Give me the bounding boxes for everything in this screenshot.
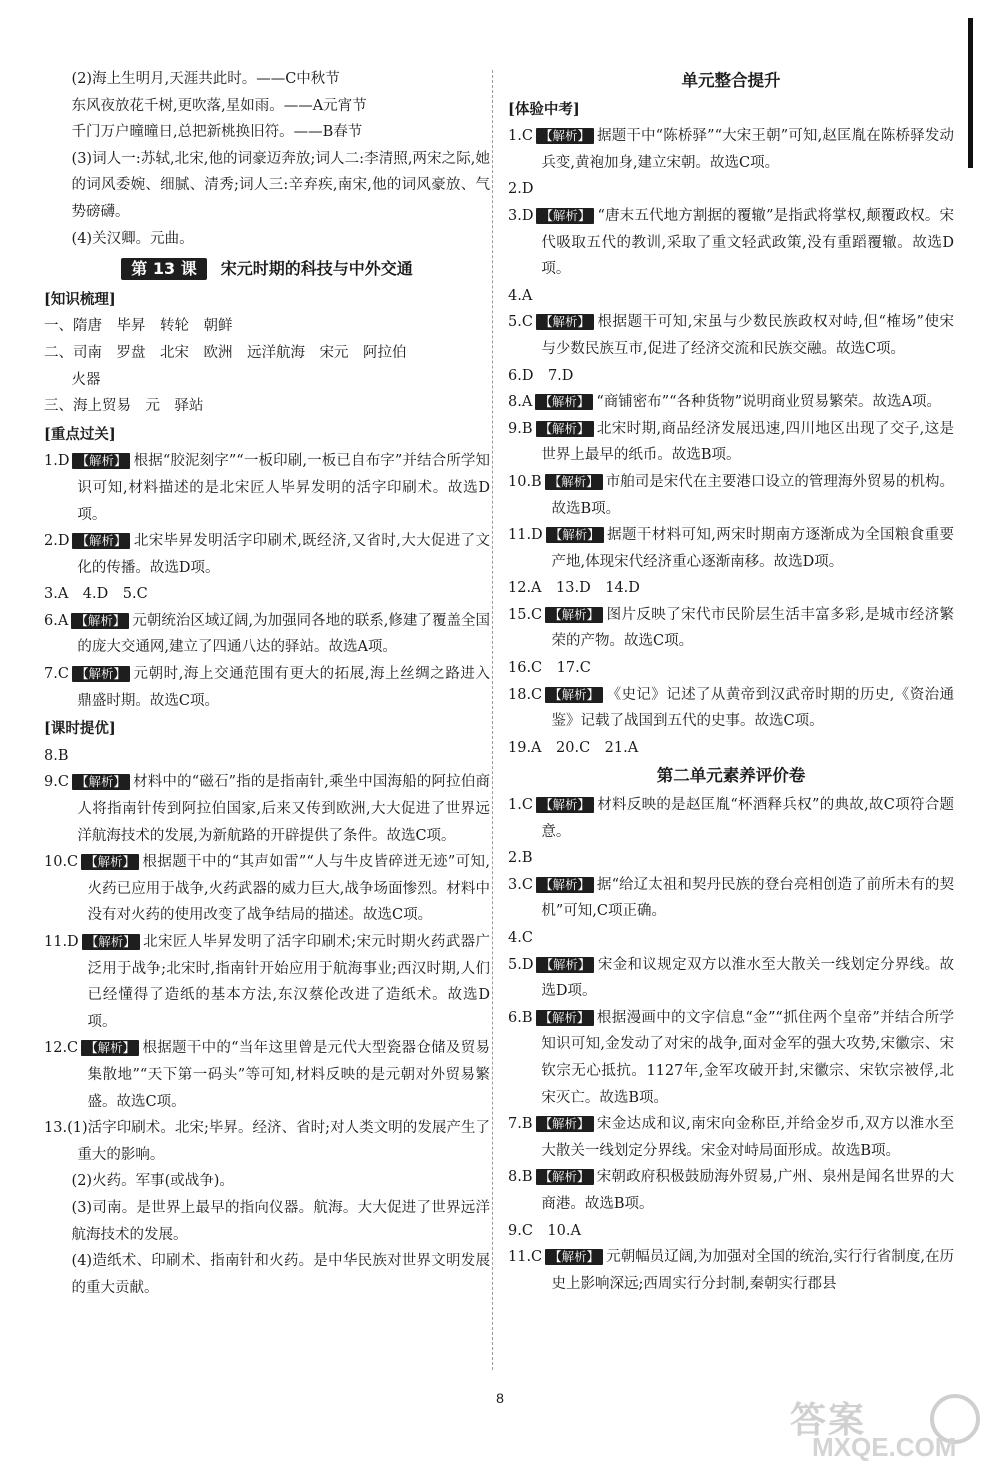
poem-answer-line: 千门万户曈曈日,总把新桃换旧符。——B春节	[71, 124, 363, 141]
answer-item	[508, 1244, 954, 1297]
answer-number: 2.D	[44, 533, 70, 550]
page-edge-bar	[968, 18, 973, 168]
answer-number: 1.C	[508, 797, 533, 814]
answer-number: 5.C	[508, 314, 533, 331]
answer-number: 11.D	[508, 527, 543, 544]
column-divider	[492, 70, 493, 1370]
answer-text: 《史记》记述了从黄帝到汉武帝时期的历史,《资治通鉴》记载了战国到五代的史事。故选C项。	[551, 686, 954, 730]
analysis-tag: 【解析】	[536, 1169, 594, 1185]
answer-text: 根据题干中的“其声如雷”“人与牛皮皆碎迸无迹”可知,火药已应用于战争,火药武器的威力巨大,战争场面惨烈。材料中没有对火药的使用改变了战争结局的描述。故选C项。	[87, 854, 490, 924]
answer-item	[508, 925, 954, 952]
answer-number: 6.B	[508, 1009, 533, 1026]
knowledge-line: 火器	[71, 371, 101, 388]
poem-answer-line: (2)海上生明月,天涯共此时。——C中秋节	[71, 71, 340, 87]
answer-number: 16.C 17.C	[508, 660, 591, 677]
answer-item	[44, 448, 490, 528]
answer-text: 据题干中“陈桥驿”“大宋王朝”可知,赵匡胤在陈桥驿发动兵变,黄袍加身,建立宋朝。故选C项。	[541, 128, 954, 171]
analysis-tag: 【解析】	[536, 797, 594, 813]
answer-text: 元朝幅员辽阔,为加强对全国的统治,实行行省制度,在历史上影响深远;西周实行分封制,秦朝实行郡县	[551, 1249, 954, 1292]
watermark-logo-text: 答案	[790, 1400, 867, 1441]
answer-number: 18.C	[508, 686, 543, 703]
answer-number: 7.B	[508, 1116, 533, 1133]
answer-text: 材料中的“磁石”指的是指南针,乘坐中国海船的阿拉伯商人将指南针传到阿拉伯国家,后来又传到欧洲,大大促进了世界远洋航海技术的发展,为新航路的开辟提供了条件。故选C项。	[77, 774, 490, 844]
answer-item	[508, 1111, 954, 1164]
analysis-tag: 【解析】	[72, 666, 130, 682]
answer-text: 根据漫画中的文字信息“金”“抓住两个皇帝”并结合所学知识可知,金发动了对宋的战争,面对金军的强大攻势,宋徽宗、宋钦宗无心抵抗。1127年,金军攻破开封,宋徽宗、宋钦宗被俘,北宋灭亡。故选B项。	[541, 1009, 954, 1106]
answer-number: 13.	[44, 1120, 68, 1137]
answer-item	[44, 608, 490, 661]
answer-item	[508, 735, 954, 762]
analysis-tag: 【解析】	[81, 854, 139, 870]
answer-text: 根据“胶泥刻字”“一板印刷,一板已自布字”并结合所学知识可知,材料描述的是北宋匠人毕昇发明的活字印刷术。故选D项。	[77, 453, 490, 523]
section-exam: [体验中考]	[508, 100, 580, 118]
lesson-tag: 第 13 课	[121, 258, 206, 280]
answer-number: 1.C	[508, 128, 533, 145]
answer-text: 宋金达成和议,南宋向金称臣,并给金岁币,双方以淮水至大散关一线划定分界线。宋金对峙局面形成。故选B项。	[541, 1116, 954, 1159]
answer-text: 北宋匠人毕昇发明了活字印刷术;宋元时期火药武器广泛用于战争;北宋时,指南针开始应用于航海事业;西汉时期,人们已经懂得了造纸的基本方法,东汉蔡伦改进了造纸术。故选D项。	[87, 934, 490, 1030]
answer-item	[508, 602, 954, 655]
answer-number: 9.C 10.A	[508, 1222, 581, 1239]
left-column	[44, 66, 490, 1301]
answer-text: 市舶司是宋代在主要港口设立的管理海外贸易的机构。故选B项。	[551, 473, 954, 517]
analysis-tag: 【解析】	[546, 527, 604, 543]
answer-item	[508, 203, 954, 283]
analysis-tag: 【解析】	[536, 957, 594, 973]
analysis-tag: 【解析】	[536, 314, 594, 330]
answer-number: 7.C	[44, 666, 69, 683]
answer-number: 8.A	[508, 394, 533, 411]
analysis-tag: 【解析】	[536, 877, 594, 893]
analysis-tag: 【解析】	[536, 128, 594, 144]
answer-text: 根据题干可知,宋虽与少数民族政权对峙,但“榷场”使宋与少数民族互市,促进了经济交流和民族交融。故选C项。	[541, 314, 954, 357]
lesson-title: 宋元时期的科技与中外交通	[220, 259, 413, 279]
answer-item	[44, 743, 490, 770]
answer-number: 1.D	[44, 453, 70, 470]
answer-item	[508, 1218, 954, 1245]
analysis-tag: 【解析】	[72, 774, 130, 790]
knowledge-list	[44, 313, 490, 419]
answer-text: “商铺密布”“各种货物”说明商业贸易繁荣。故选A项。	[596, 394, 941, 411]
site-watermark	[790, 1392, 990, 1464]
answer-item	[44, 1115, 490, 1168]
answer-text: 据题干材料可知,两宋时期南方逐渐成为全国粮食重要产地,体现宋代经济重心逐渐南移。故选D项。	[551, 527, 954, 570]
answer-number: 9.C	[44, 774, 69, 791]
answer-number: 9.B	[508, 420, 533, 437]
lesson-header	[44, 256, 490, 283]
answer-item	[508, 575, 954, 602]
answer-item	[508, 845, 954, 872]
answer-number: 11.D	[44, 934, 79, 950]
answer-text: “唐末五代地方割据的覆辙”是指武将掌权,颠覆政权。宋代吸取五代的教训,采取了重文轻武政策,没有重蹈覆辙。故选D项。	[541, 207, 954, 278]
answer-text: 元朝时,海上交通范围有更大的拓展,海上丝绸之路进入鼎盛时期。故选C项。	[77, 666, 490, 709]
analysis-tag: 【解析】	[71, 613, 129, 629]
answer-text: 宋朝政府积极鼓励海外贸易,广州、泉州是闻名世界的大商港。故选B项。	[541, 1169, 954, 1212]
exam-answers	[508, 123, 954, 761]
q13-line: (4)造纸术、印刷术、指南针和火药。是中华民族对世界文明发展的重大贡献。	[71, 1253, 490, 1296]
answer-number: 15.C	[508, 606, 543, 623]
analysis-tag: 【解析】	[82, 934, 140, 950]
poem-answer-line: (3)词人一:苏轼,北宋,他的词豪迈奔放;词人二:李清照,两宋之际,她的词风委婉、细腻、清秀;词人三:辛弃疾,南宋,他的词风豪放、气势磅礴。	[71, 150, 490, 220]
answer-number: 4.C	[508, 930, 533, 946]
right-column	[508, 66, 954, 1297]
answer-number: 3.A 4.D 5.C	[44, 586, 148, 603]
answer-item	[44, 581, 490, 608]
answer-number: 19.A 20.C 21.A	[508, 739, 639, 756]
key-answers	[44, 448, 490, 714]
answer-item	[508, 682, 954, 735]
answer-item	[508, 1164, 954, 1217]
answer-number: 2.D	[508, 181, 534, 198]
answer-item	[44, 929, 490, 1035]
page-number: 8	[496, 1390, 504, 1406]
answer-number: 6.A	[44, 612, 69, 629]
analysis-tag: 【解析】	[536, 1010, 594, 1026]
answer-number: 5.D	[508, 956, 534, 973]
answer-number: 10.C	[44, 854, 79, 871]
analysis-tag: 【解析】	[545, 1249, 603, 1265]
answer-number: 12.A 13.D 14.D	[508, 580, 640, 597]
answer-number: 10.B	[508, 473, 542, 490]
answer-item	[508, 522, 954, 575]
analysis-tag: 【解析】	[545, 474, 603, 490]
answer-item	[508, 123, 954, 176]
answer-item	[508, 176, 954, 203]
analysis-tag: 【解析】	[536, 1116, 594, 1132]
answer-text: 材料反映的是赵匡胤“杯酒释兵权”的典故,故C项符合题意。	[541, 797, 954, 840]
knowledge-line: 一、隋唐 毕昇 转轮 朝鲜	[44, 318, 233, 335]
section-knowledge: [知识梳理]	[44, 290, 116, 308]
answer-item	[508, 389, 954, 416]
answer-number: 6.D 7.D	[508, 367, 574, 384]
answer-item	[508, 283, 954, 310]
analysis-tag: 【解析】	[81, 1040, 139, 1056]
answer-text: 图片反映了宋代市民阶层生活丰富多彩,是城市经济繁荣的产物。故选C项。	[551, 606, 954, 650]
eval-answers	[508, 792, 954, 1297]
q13-line: (2)火药。军事(或战争)。	[71, 1173, 234, 1190]
unit-review-heading: 单元整合提升	[681, 71, 781, 90]
answer-number: 8.B	[508, 1169, 533, 1186]
lesson-answers	[44, 743, 490, 1169]
answer-number: 8.B	[44, 747, 69, 764]
analysis-tag: 【解析】	[536, 208, 594, 224]
answer-text: 据“给辽太祖和契丹民族的登台亮相创造了前所未有的契机”可知,C项正确。	[541, 876, 954, 920]
answer-item	[508, 309, 954, 362]
answer-number: 11.C	[508, 1249, 543, 1266]
poem-answer-line: (4)关汉卿。元曲。	[71, 230, 194, 247]
answer-item	[44, 769, 490, 849]
answer-item	[44, 661, 490, 714]
answer-item	[508, 1005, 954, 1111]
analysis-tag: 【解析】	[72, 533, 130, 549]
answer-text: 北宋时期,商品经济发展迅速,四川地区出现了交子,这是世界上最早的纸币。故选B项。	[541, 420, 954, 464]
answer-number: 3.C	[508, 876, 533, 893]
unit-eval-heading: 第二单元素养评价卷	[656, 766, 806, 786]
analysis-tag: 【解析】	[72, 453, 130, 469]
answer-item	[44, 849, 490, 929]
answer-item	[508, 655, 954, 682]
answer-item	[44, 1035, 490, 1115]
answer-text: 宋金和议规定双方以淮水至大散关一线划定分界线。故选D项。	[541, 956, 954, 1000]
answer-text: 根据题干中的“当年这里曾是元代大型瓷器仓储及贸易集散地”“天下第一码头”等可知,材料反映的是元朝对外贸易繁盛。故选C项。	[87, 1040, 490, 1110]
section-lesson-improve: [课时提优]	[44, 720, 116, 738]
q13-line: (3)司南。是世界上最早的指向仪器。航海。大大促进了世界远洋航海技术的发展。	[71, 1199, 490, 1243]
answer-item	[508, 469, 954, 522]
answer-item	[44, 528, 490, 581]
poem-answers	[44, 66, 490, 252]
knowledge-line: 三、海上贸易 元 驿站	[44, 398, 204, 415]
answer-number: 2.B	[508, 850, 533, 867]
answer-item	[508, 792, 954, 845]
knowledge-line: 二、司南 罗盘 北宋 欧洲 远洋航海 宋元 阿拉伯	[44, 344, 407, 361]
analysis-tag: 【解析】	[536, 421, 594, 437]
answer-text: 北宋毕昇发明活字印刷术,既经济,又省时,大大促进了文化的传播。故选D项。	[77, 533, 490, 576]
answer-text: (1)活字印刷术。北宋;毕昇。经济、省时;对人类文明的发展产生了重大的影响。	[67, 1120, 490, 1163]
answer-item	[508, 952, 954, 1005]
answer-item	[508, 872, 954, 925]
poem-answer-line: 东风夜放花千树,更吹落,星如雨。——A元宵节	[71, 97, 367, 114]
section-key-points: [重点过关]	[44, 425, 116, 443]
answer-number: 3.D	[508, 207, 534, 224]
analysis-tag: 【解析】	[545, 687, 603, 703]
analysis-tag: 【解析】	[545, 607, 603, 623]
answer-item	[508, 416, 954, 469]
answer-number: 12.C	[44, 1040, 79, 1057]
watermark-url: MXQE.COM	[812, 1432, 957, 1462]
q13-answers	[44, 1168, 490, 1301]
analysis-tag: 【解析】	[535, 394, 593, 410]
answer-number: 4.A	[508, 287, 533, 304]
answer-text: 元朝统治区域辽阔,为加强同各地的联系,修建了覆盖全国的庞大交通网,建立了四通八达的驿站。故选A项。	[77, 612, 490, 656]
answer-item	[508, 363, 954, 390]
